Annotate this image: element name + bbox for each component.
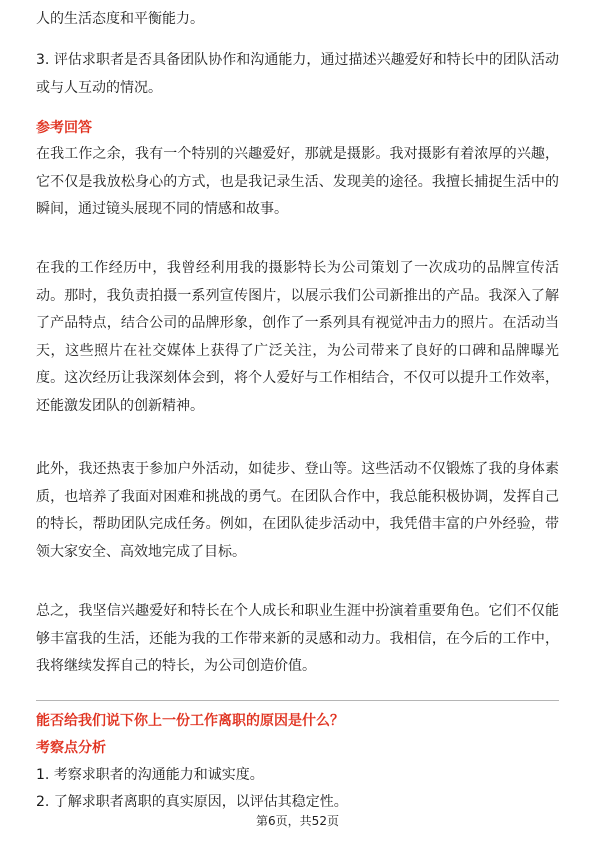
analysis-point-2: 2. 了解求职者离职的真实原因，以评估其稳定性。: [36, 794, 348, 810]
reference-answer-heading: 参考回答: [36, 120, 92, 136]
answer-paragraph-2: 在我的工作经历中，我曾经利用我的摄影特长为公司策划了一次成功的品牌宣传活动。那时，我负责拍摄一系列宣传图片，以展示我们公司新推出的产品。我深入了解了产品特点，结合公司的品牌形象，创作了一系列具有视觉冲击力的照片。在活动当天，这些照片在社交媒体上获得了广泛关注，为公司带来了良好的口碑和品牌曝光度。这次经历让我深刻体会到，将个人爱好与工作相结合，不仅可以提升工作效率，还能激发团队的创新精神。: [36, 260, 559, 414]
answer-paragraph-3: 此外，我还热衷于参加户外活动，如徒步、登山等。这些活动不仅锻炼了我的身体素质，也培养了我面对困难和挑战的勇气。在团队合作中，我总能积极协调，发挥自己的特长，帮助团队完成任务。例如，在团队徒步活动中，我凭借丰富的户外经验，带领大家安全、高效地完成了目标。: [36, 461, 559, 560]
answer-paragraph-1: 在我工作之余，我有一个特别的兴趣爱好，那就是摄影。我对摄影有着浓厚的兴趣，它不仅是我放松身心的方式，也是我记录生活、发现美的途径。我擅长捕捉生活中的瞬间，通过镜头展现不同的情感和故事。: [36, 146, 559, 217]
section-divider: [36, 700, 559, 701]
analysis-heading: 考察点分析: [36, 740, 106, 756]
evaluation-point-3: 3. 评估求职者是否具备团队协作和沟通能力，通过描述兴趣爱好和特长中的团队活动或与人互动的情况。: [36, 52, 559, 96]
intro-line: 人的生活态度和平衡能力。: [36, 11, 204, 27]
next-question-title: 能否给我们说下你上一份工作离职的原因是什么？: [36, 713, 344, 729]
answer-paragraph-4: 总之，我坚信兴趣爱好和特长在个人成长和职业生涯中扮演着重要角色。它们不仅能够丰富我的生活，还能为我的工作带来新的灵感和动力。我相信，在今后的工作中，我将继续发挥自己的特长，为公司创造价值。: [36, 603, 559, 674]
analysis-point-1: 1. 考察求职者的沟通能力和诚实度。: [36, 767, 264, 783]
page-number: 第6页，共52页: [256, 814, 339, 828]
